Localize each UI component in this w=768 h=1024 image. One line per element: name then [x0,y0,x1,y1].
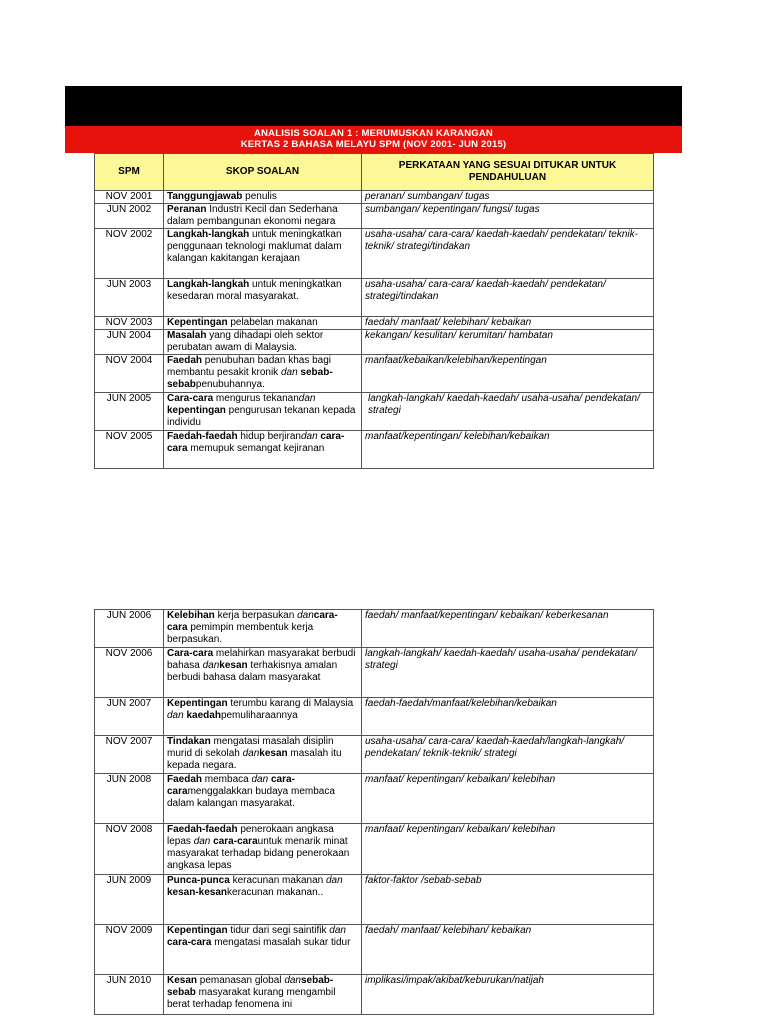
skop-text: masyarakat kurang mengambil berat terhadap fenomena ini [167,987,336,1010]
skop-cell [164,610,362,648]
skop-cell [164,317,362,330]
skop-cell [164,824,362,875]
skop-text: untuk menarik minat masyarakat terhadap bidang penerokaan angkasa lepas [167,836,350,871]
skop-connector: dan [329,925,346,936]
top-black-band [65,86,682,126]
skop-keyword: Kesan [167,975,198,986]
spm-cell: NOV 2005 [95,431,164,469]
table-row [95,191,654,204]
perkataan-cell: langkah-langkah/ kaedah-kaedah/ usaha-usaha/ pendekatan/ strategi [362,393,654,431]
perkataan-cell: faedah/ manfaat/ kelebihan/ kebaikan [362,925,654,975]
table-row [95,355,654,393]
perkataan-cell: implikasi/impak/akibat/keburukan/natijah [362,975,654,1015]
table-row [95,698,654,736]
skop-connector: dan [202,660,220,671]
table-row [95,648,654,698]
skop-keyword: Kepentingan [167,317,228,328]
spm-cell: JUN 2003 [95,279,164,317]
perkataan-cell: sumbangan/ kepentingan/ fungsi/ tugas [362,204,654,229]
spm-cell: JUN 2006 [95,610,164,648]
perkataan-cell: usaha-usaha/ cara-cara/ kaedah-kaedah/langkah-langkah/ pendekatan/ teknik-teknik/ strategi [362,736,654,774]
skop-text: penubuhannya. [195,379,265,390]
skop-text: pengurusan tekanan kepada individu [167,405,356,428]
skop-keyword: cara-cara [167,431,345,454]
title-banner [65,126,682,153]
skop-cell [164,648,362,698]
skop-connector: dan [284,975,301,986]
spm-cell: NOV 2001 [95,191,164,204]
perkataan-cell: kekangan/ kesulitan/ kerumitan/ hambatan [362,330,654,355]
title-line-1: ANALISIS SOALAN 1 : MERUMUSKAN KARANGAN [254,128,493,139]
skop-text: membaca [202,774,252,785]
skop-connector: dan [167,710,184,721]
perkataan-cell: faedah/ manfaat/ kelebihan/ kebaikan [362,317,654,330]
skop-text: penerokaan angkasa lepas [167,824,334,847]
skop-keyword: cara-cara [167,610,338,633]
skop-keyword: Faedah-faedah [167,431,238,442]
skop-connector: dan [300,431,318,442]
table-row [95,736,654,774]
skop-keyword: cara-cara [213,836,258,847]
table-row [95,279,654,317]
perkataan-cell: usaha-usaha/ cara-cara/ kaedah-kaedah/ pendekatan/ strategi/tindakan [362,279,654,317]
spm-cell: NOV 2002 [95,229,164,279]
table-row [95,393,654,431]
skop-keyword: sebab-sebab [167,367,333,390]
skop-cell [164,925,362,975]
skop-keyword: Kepentingan [167,925,228,936]
col-header-perkataan [362,154,654,191]
col-header-spm: SPM [95,154,164,191]
spm-cell: JUN 2008 [95,774,164,824]
spm-cell: JUN 2007 [95,698,164,736]
skop-text: yang dihadapi oleh sektor perubatan awam di Malaysia. [167,330,324,353]
skop-connector: dan [242,748,260,759]
skop-cell [164,191,362,204]
skop-cell [164,431,362,469]
skop-cell [164,355,362,393]
skop-text: pelabelan makanan [227,317,318,328]
skop-keyword: cara-cara [167,937,212,948]
skop-text: melahirkan masyarakat berbudi bahasa [167,648,356,671]
skop-text: mengatasi masalah sukar tidur [211,937,351,948]
perkataan-cell: manfaat/kepentingan/ kelebihan/kebaikan [362,431,654,469]
perkataan-cell: langkah-langkah/ kaedah-kaedah/ usaha-usaha/ pendekatan/ strategi [362,648,654,698]
skop-cell [164,875,362,925]
title-line-2: KERTAS 2 BAHASA MELAYU SPM (NOV 2001- JUN 2015) [240,139,507,150]
table-row [95,774,654,824]
skop-text: untuk meningkatkan kesedaran moral masyarakat. [167,279,342,302]
skop-cell [164,279,362,317]
table-row [95,824,654,875]
perkataan-cell: manfaat/ kepentingan/ kebaikan/ kelebihan [362,824,654,875]
skop-text: menggalakkan budaya membaca dalam kalangan masyarakat. [167,786,335,809]
skop-text: keracunan makanan.. [227,887,324,898]
skop-keyword: kaedah [186,710,221,721]
skop-text: mengatasi masalah disiplin murid di sekolah [167,736,334,759]
table-row [95,229,654,279]
skop-text: pemanasan global [197,975,285,986]
skop-text: tidur dari segi saintifik [227,925,330,936]
spm-cell: JUN 2010 [95,975,164,1015]
skop-keyword: Kepentingan [167,698,228,709]
table-row [95,330,654,355]
table-row [95,975,654,1015]
skop-text: untuk meningkatkan penggunaan teknologi maklumat dalam kalangan kakitangan kerajaan [167,229,342,264]
skop-keyword: sebab-sebab [167,975,334,998]
spm-cell: NOV 2007 [95,736,164,774]
skop-cell [164,393,362,431]
skop-connector: dan [297,610,314,621]
analysis-table-2 [94,609,654,1015]
spm-cell: NOV 2008 [95,824,164,875]
perkataan-cell: faedah/ manfaat/kepentingan/ kebaikan/ keberkesanan [362,610,654,648]
skop-text: penulis [242,191,277,202]
skop-keyword: Peranan [167,204,207,215]
skop-keyword: Kelebihan [167,610,215,621]
skop-keyword: Faedah [167,355,203,366]
skop-text: kerja berpasukan [214,610,298,621]
skop-cell [164,204,362,229]
skop-keyword: kepentingan [167,405,226,416]
spm-cell: JUN 2002 [95,204,164,229]
skop-cell [164,698,362,736]
analysis-table-1 [94,153,654,469]
skop-text: terumbu karang di Malaysia [227,698,354,709]
col-header-perkataan-line2: PENDAHULUAN [468,172,547,183]
skop-keyword: Cara-cara [167,393,214,404]
skop-cell [164,330,362,355]
skop-connector: dan [325,875,343,886]
col-header-perkataan-line1: PERKATAAN YANG SESUAI DITUKAR UNTUK [398,160,617,171]
skop-text: Industri Kecil dan Sederhana dalam pembangunan ekonomi negara [167,204,338,227]
skop-connector: dan [298,393,316,404]
skop-text: memupuk semangat kejiranan [187,443,325,454]
perkataan-cell: faktor-faktor /sebab-sebab [362,875,654,925]
spm-cell: JUN 2005 [95,393,164,431]
skop-keyword: Masalah [167,330,207,341]
skop-text: pemuliharaannya [220,710,298,721]
skop-cell [164,975,362,1015]
spm-cell: NOV 2006 [95,648,164,698]
skop-keyword: Faedah [167,774,203,785]
table-row [95,875,654,925]
skop-text: pemimpin membentuk kerja berpasukan. [167,622,314,645]
table-row [95,317,654,330]
perkataan-cell: usaha-usaha/ cara-cara/ kaedah-kaedah/ pendekatan/ teknik-teknik/ strategi/tindakan [362,229,654,279]
skop-keyword: Punca-punca [167,875,230,886]
skop-text: terhakisnya amalan berbudi bahasa dalam masyarakat [167,660,338,683]
skop-text: penubuhan badan khas bagi membantu pesakit kronik [167,355,332,378]
spm-cell: JUN 2004 [95,330,164,355]
skop-cell [164,774,362,824]
perkataan-cell: faedah-faedah/manfaat/kelebihan/kebaikan [362,698,654,736]
table-row [95,204,654,229]
skop-keyword: kesan [219,660,248,671]
perkataan-cell: peranan/ sumbangan/ tugas [362,191,654,204]
spm-cell: NOV 2009 [95,925,164,975]
table-row [95,610,654,648]
perkataan-cell: manfaat/kebaikan/kelebihan/kepentingan [362,355,654,393]
table-header-row [95,154,654,191]
perkataan-cell: manfaat/ kepentingan/ kebaikan/ kelebihan [362,774,654,824]
skop-keyword: cara-cara [167,774,295,797]
table-row [95,431,654,469]
col-header-skop: SKOP SOALAN [164,154,362,191]
skop-text: keracunan makanan [229,875,326,886]
skop-connector: dan [251,774,269,785]
skop-keyword: Tindakan [167,736,211,747]
skop-keyword: Langkah-langkah [167,279,250,290]
skop-keyword: kesan [259,748,288,759]
spm-cell: NOV 2003 [95,317,164,330]
skop-connector: dan [280,367,298,378]
table-row [95,925,654,975]
skop-text: masalah itu kepada negara. [167,748,342,771]
skop-connector: dan [193,836,211,847]
skop-cell [164,736,362,774]
skop-text: hidup berjiran [237,431,301,442]
skop-cell [164,229,362,279]
skop-text: mengurus tekanan [213,393,299,404]
skop-keyword: Faedah-faedah [167,824,238,835]
skop-keyword: Tanggungjawab [167,191,243,202]
skop-keyword: Langkah-langkah [167,229,250,240]
skop-keyword: Cara-cara [167,648,214,659]
spm-cell: NOV 2004 [95,355,164,393]
spm-cell: JUN 2009 [95,875,164,925]
skop-keyword: kesan-kesan [167,887,228,898]
